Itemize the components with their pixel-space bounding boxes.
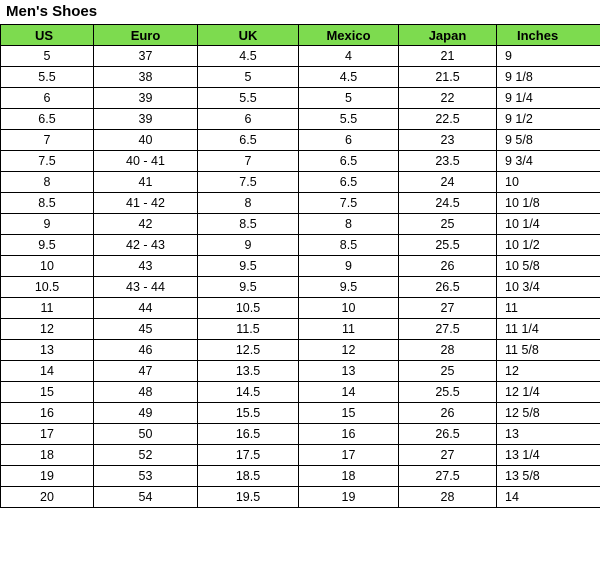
table-cell: 24 xyxy=(399,172,497,193)
table-cell: 25 xyxy=(399,214,497,235)
table-row xyxy=(1,256,600,277)
table-row xyxy=(1,214,600,235)
column-header-uk: UK xyxy=(198,25,299,46)
table-cell: 14 xyxy=(497,487,600,508)
table-cell: 6 xyxy=(198,109,299,130)
table-cell: 27 xyxy=(399,445,497,466)
table-cell: 26 xyxy=(399,256,497,277)
table-cell: 41 xyxy=(94,172,198,193)
table-row xyxy=(1,109,600,130)
table-cell: 17 xyxy=(299,445,399,466)
table-row xyxy=(1,382,600,403)
table-cell: 49 xyxy=(94,403,198,424)
table-cell: 9 xyxy=(198,235,299,256)
table-cell: 11.5 xyxy=(198,319,299,340)
table-cell: 24.5 xyxy=(399,193,497,214)
table-cell: 9.5 xyxy=(299,277,399,298)
table-cell: 28 xyxy=(399,340,497,361)
table-cell: 18 xyxy=(299,466,399,487)
table-cell: 5 xyxy=(1,46,94,67)
column-header-us: US xyxy=(1,25,94,46)
table-cell: 16.5 xyxy=(198,424,299,445)
table-cell: 42 xyxy=(94,214,198,235)
table-cell: 11 xyxy=(1,298,94,319)
table-cell: 11 xyxy=(497,298,600,319)
table-cell: 9.5 xyxy=(198,277,299,298)
table-cell: 23.5 xyxy=(399,151,497,172)
table-row xyxy=(1,487,600,508)
table-cell: 5.5 xyxy=(299,109,399,130)
column-header-inches: Inches xyxy=(497,25,600,46)
table-cell: 6.5 xyxy=(299,151,399,172)
table-cell: 21 xyxy=(399,46,497,67)
table-cell: 48 xyxy=(94,382,198,403)
table-cell: 17 xyxy=(1,424,94,445)
shoe-size-table xyxy=(0,24,600,508)
table-cell: 8 xyxy=(198,193,299,214)
table-cell: 10 xyxy=(497,172,600,193)
table-cell: 9 1/8 xyxy=(497,67,600,88)
table-cell: 9.5 xyxy=(1,235,94,256)
table-row xyxy=(1,361,600,382)
table-row xyxy=(1,445,600,466)
table-cell: 20 xyxy=(1,487,94,508)
table-cell: 6 xyxy=(299,130,399,151)
table-row xyxy=(1,172,600,193)
table-cell: 8.5 xyxy=(1,193,94,214)
table-cell: 15.5 xyxy=(198,403,299,424)
table-cell: 23 xyxy=(399,130,497,151)
table-row xyxy=(1,298,600,319)
table-cell: 11 xyxy=(299,319,399,340)
table-cell: 9 xyxy=(1,214,94,235)
table-row xyxy=(1,319,600,340)
table-cell: 4.5 xyxy=(299,67,399,88)
table-cell: 13.5 xyxy=(198,361,299,382)
table-cell: 14.5 xyxy=(198,382,299,403)
table-cell: 5.5 xyxy=(198,88,299,109)
table-cell: 27.5 xyxy=(399,466,497,487)
table-header xyxy=(1,25,600,46)
page-title: Men's Shoes xyxy=(6,3,98,20)
table-cell: 15 xyxy=(1,382,94,403)
table-cell: 9 1/2 xyxy=(497,109,600,130)
table-cell: 8 xyxy=(1,172,94,193)
table-cell: 50 xyxy=(94,424,198,445)
table-cell: 16 xyxy=(1,403,94,424)
column-header-japan: Japan xyxy=(399,25,497,46)
table-row xyxy=(1,235,600,256)
column-header-mexico: Mexico xyxy=(299,25,399,46)
table-cell: 8.5 xyxy=(198,214,299,235)
table-cell: 18 xyxy=(1,445,94,466)
table-cell: 10 1/2 xyxy=(497,235,600,256)
table-row xyxy=(1,67,600,88)
table-cell: 19.5 xyxy=(198,487,299,508)
table-cell: 7 xyxy=(1,130,94,151)
table-cell: 39 xyxy=(94,88,198,109)
table-cell: 10 xyxy=(299,298,399,319)
table-cell: 28 xyxy=(399,487,497,508)
table-cell: 12.5 xyxy=(198,340,299,361)
table-row xyxy=(1,88,600,109)
table-cell: 19 xyxy=(299,487,399,508)
table-cell: 10 1/8 xyxy=(497,193,600,214)
table-cell: 12 5/8 xyxy=(497,403,600,424)
table-row xyxy=(1,403,600,424)
table-cell: 44 xyxy=(94,298,198,319)
table-cell: 13 xyxy=(1,340,94,361)
table-cell: 6.5 xyxy=(1,109,94,130)
table-cell: 9 5/8 xyxy=(497,130,600,151)
table-cell: 5 xyxy=(198,67,299,88)
table-cell: 10 xyxy=(1,256,94,277)
table-cell: 13 xyxy=(497,424,600,445)
table-cell: 38 xyxy=(94,67,198,88)
table-cell: 19 xyxy=(1,466,94,487)
table-cell: 15 xyxy=(299,403,399,424)
table-row xyxy=(1,424,600,445)
table-cell: 52 xyxy=(94,445,198,466)
table-row xyxy=(1,193,600,214)
table-header-row xyxy=(1,25,600,46)
table-cell: 43 xyxy=(94,256,198,277)
table-cell: 6.5 xyxy=(299,172,399,193)
table-cell: 13 5/8 xyxy=(497,466,600,487)
bottom-spacer xyxy=(0,508,600,538)
table-cell: 43 - 44 xyxy=(94,277,198,298)
table-cell: 10 1/4 xyxy=(497,214,600,235)
table-cell: 27.5 xyxy=(399,319,497,340)
table-cell: 12 xyxy=(497,361,600,382)
table-row xyxy=(1,130,600,151)
table-cell: 25.5 xyxy=(399,235,497,256)
table-cell: 10 3/4 xyxy=(497,277,600,298)
table-cell: 13 1/4 xyxy=(497,445,600,466)
table-cell: 14 xyxy=(299,382,399,403)
column-header-euro: Euro xyxy=(94,25,198,46)
table-cell: 6 xyxy=(1,88,94,109)
table-cell: 8 xyxy=(299,214,399,235)
table-cell: 22.5 xyxy=(399,109,497,130)
table-row xyxy=(1,340,600,361)
table-cell: 4.5 xyxy=(198,46,299,67)
table-cell: 12 1/4 xyxy=(497,382,600,403)
table-cell: 5 xyxy=(299,88,399,109)
table-cell: 10 5/8 xyxy=(497,256,600,277)
table-cell: 6.5 xyxy=(198,130,299,151)
table-cell: 7.5 xyxy=(198,172,299,193)
table-cell: 7.5 xyxy=(1,151,94,172)
table-cell: 8.5 xyxy=(299,235,399,256)
table-cell: 10.5 xyxy=(1,277,94,298)
table-cell: 9 3/4 xyxy=(497,151,600,172)
table-cell: 7.5 xyxy=(299,193,399,214)
table-cell: 25 xyxy=(399,361,497,382)
table-cell: 7 xyxy=(198,151,299,172)
table-cell: 41 - 42 xyxy=(94,193,198,214)
table-cell: 45 xyxy=(94,319,198,340)
table-cell: 27 xyxy=(399,298,497,319)
table-cell: 46 xyxy=(94,340,198,361)
table-cell: 12 xyxy=(1,319,94,340)
table-cell: 9 1/4 xyxy=(497,88,600,109)
table-cell: 40 - 41 xyxy=(94,151,198,172)
table-cell: 13 xyxy=(299,361,399,382)
table-cell: 42 - 43 xyxy=(94,235,198,256)
table-cell: 9 xyxy=(497,46,600,67)
table-cell: 18.5 xyxy=(198,466,299,487)
table-cell: 4 xyxy=(299,46,399,67)
table-cell: 9.5 xyxy=(198,256,299,277)
table-cell: 26.5 xyxy=(399,277,497,298)
table-row xyxy=(1,46,600,67)
table-cell: 14 xyxy=(1,361,94,382)
table-cell: 17.5 xyxy=(198,445,299,466)
table-cell: 25.5 xyxy=(399,382,497,403)
table-row xyxy=(1,466,600,487)
table-cell: 11 1/4 xyxy=(497,319,600,340)
table-cell: 10.5 xyxy=(198,298,299,319)
table-cell: 12 xyxy=(299,340,399,361)
table-cell: 37 xyxy=(94,46,198,67)
table-cell: 54 xyxy=(94,487,198,508)
table-body xyxy=(1,46,600,508)
table-cell: 39 xyxy=(94,109,198,130)
table-cell: 53 xyxy=(94,466,198,487)
table-cell: 5.5 xyxy=(1,67,94,88)
table-cell: 40 xyxy=(94,130,198,151)
table-cell: 11 5/8 xyxy=(497,340,600,361)
table-cell: 16 xyxy=(299,424,399,445)
table-cell: 9 xyxy=(299,256,399,277)
table-cell: 21.5 xyxy=(399,67,497,88)
table-row xyxy=(1,151,600,172)
table-row xyxy=(1,277,600,298)
table-cell: 26 xyxy=(399,403,497,424)
table-cell: 47 xyxy=(94,361,198,382)
table-cell: 26.5 xyxy=(399,424,497,445)
table-cell: 22 xyxy=(399,88,497,109)
